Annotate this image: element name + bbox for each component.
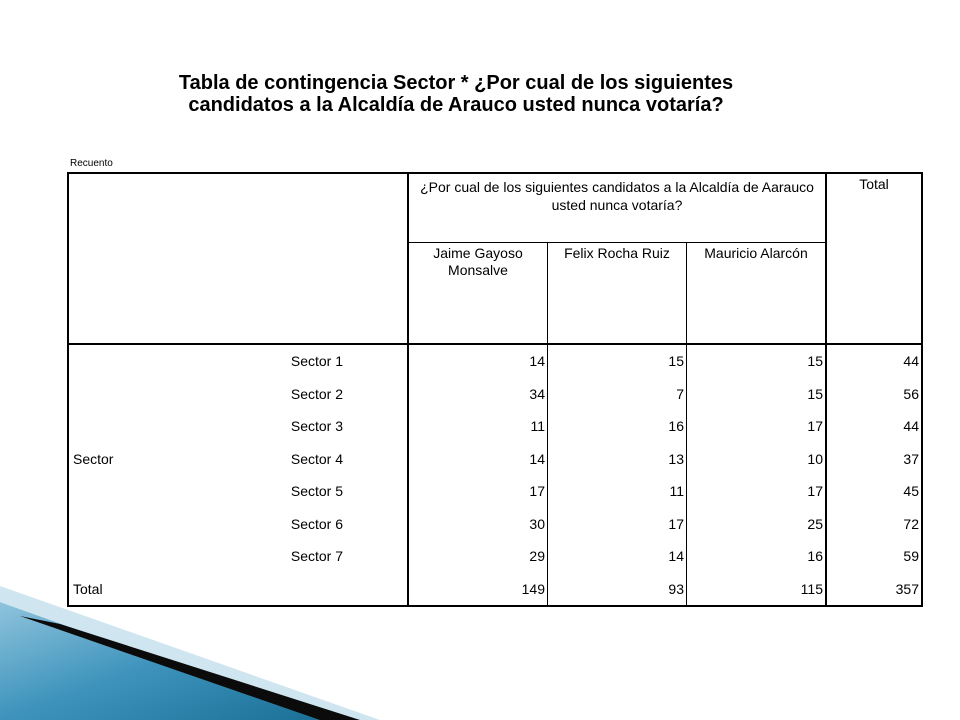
table-cell: 15 — [548, 344, 687, 378]
table-cell: 14 — [408, 443, 548, 476]
table-cell: 16 — [807, 548, 823, 565]
decorative-swoosh — [0, 580, 960, 720]
table-row — [68, 475, 922, 508]
table-cell: 30 — [408, 508, 548, 541]
table-row — [68, 410, 922, 443]
table-row — [68, 443, 922, 476]
corner-cell — [68, 173, 408, 344]
total-cell: 93 — [548, 573, 687, 607]
table-cell: 13 — [548, 443, 687, 476]
total-header: Total — [826, 173, 922, 344]
title-line-2: candidatos a la Alcaldía de Arauco usted nunca votaría? — [188, 94, 724, 116]
table-cell: 10 — [807, 450, 823, 467]
table-cell: 16 — [548, 410, 687, 443]
table-row — [68, 344, 922, 378]
table-cell: 44 — [826, 410, 922, 443]
table-cell: 17 — [548, 508, 687, 541]
title-line-1: Tabla de contingencia Sector * ¿Por cual de los siguientes — [178, 72, 734, 94]
table-cell: 15 — [807, 353, 823, 370]
candidate-header: Mauricio Alarcón — [687, 243, 827, 345]
table-cell: 29 — [408, 540, 548, 573]
table-cell: 17 — [408, 475, 548, 508]
table-row — [68, 540, 922, 573]
table-cell: 25 — [807, 515, 823, 532]
total-row-label: Total — [73, 580, 103, 597]
table-cell: 7 — [548, 378, 687, 411]
total-cell: 115 — [800, 580, 823, 597]
table-cell: 14 — [548, 540, 687, 573]
table-cell: 11 — [548, 475, 687, 508]
table-cell: 11 — [408, 410, 548, 443]
candidate-header: Felix Rocha Ruiz — [548, 243, 687, 345]
table-cell: 59 — [826, 540, 922, 573]
row-group-label: Sector — [73, 450, 114, 467]
table-cell: 44 — [826, 344, 922, 378]
table-caption: Recuento — [70, 158, 113, 169]
table-row — [68, 508, 922, 541]
table-cell: 56 — [826, 378, 922, 411]
row-label: Sector 7 — [290, 548, 343, 565]
row-label: Sector 3 — [290, 418, 343, 435]
table-cell: 15 — [807, 385, 823, 402]
contingency-table — [67, 172, 923, 607]
total-cell: 149 — [408, 573, 548, 607]
table-cell: 17 — [807, 418, 823, 435]
row-label: Sector 6 — [290, 515, 343, 532]
question-header: ¿Por cual de los siguientes candidatos a la Alcaldía de Aarauco usted nunca votaría? — [408, 173, 826, 243]
table-title — [100, 72, 812, 116]
table-body — [68, 344, 922, 606]
row-label: Sector 4 — [290, 450, 343, 467]
row-label: Sector 2 — [290, 385, 343, 402]
table-cell: 37 — [826, 443, 922, 476]
table-cell: 34 — [408, 378, 548, 411]
table-cell: 72 — [826, 508, 922, 541]
table-cell: 45 — [826, 475, 922, 508]
row-label: Sector 1 — [290, 353, 343, 370]
total-cell: 357 — [826, 573, 922, 607]
candidate-header: Jaime Gayoso Monsalve — [408, 243, 548, 345]
table-cell: 17 — [807, 483, 823, 500]
table-row — [68, 378, 922, 411]
row-label: Sector 5 — [290, 483, 343, 500]
table-cell: 14 — [408, 344, 548, 378]
